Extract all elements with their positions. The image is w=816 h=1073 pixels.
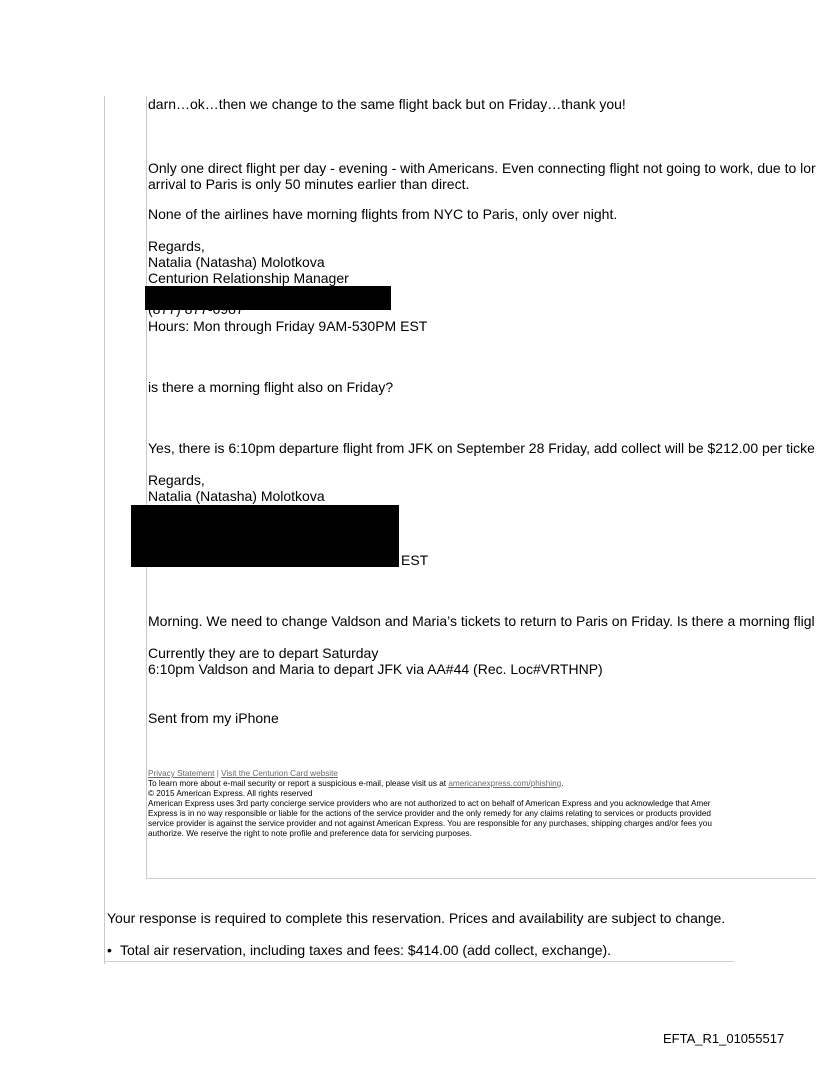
total-air-reservation: Total air reservation, including taxes and fees: $414.00 (add collect, exchange).	[120, 942, 612, 958]
learn-more-prefix: To learn more about e-mail security or report a suspicious e-mail, please visit us at	[148, 779, 449, 788]
direct-flight-line-2: arrival to Paris is only 50 minutes earlier than direct.	[148, 176, 470, 192]
footer-links	[148, 769, 338, 779]
signature-2-name: Natalia (Natasha) Molotkova	[148, 488, 325, 504]
reservation-notice: Your response is required to complete this reservation. Prices and availability are subject to change.	[107, 910, 726, 926]
reply-darn: darn…ok…then we change to the same flight back but on Friday…thank you!	[148, 96, 626, 112]
yes-there-is: Yes, there is 6:10pm departure flight from JFK on September 28 Friday, add collect will be $212.00 per ticke	[148, 440, 815, 456]
no-morning-flights: None of the airlines have morning flights from NYC to Paris, only over night.	[148, 206, 618, 222]
footer-learn-more	[148, 779, 563, 789]
footer-disclaimer-1: American Express uses 3rd party concierge service providers who are not authorized to act on behalf of American Express and you acknowledge that Amer	[148, 799, 711, 808]
morning-flight-question: is there a morning flight also on Friday?	[148, 379, 394, 395]
signature-2-regards: Regards,	[148, 472, 205, 488]
inner-left-border	[146, 96, 147, 878]
total-bottom-border	[104, 961, 734, 962]
inner-bottom-border	[146, 878, 816, 879]
centurion-website-link[interactable]: Visit the Centurion Card website	[221, 769, 338, 778]
redaction-box-2	[131, 505, 399, 567]
signature-1-title: Centurion Relationship Manager	[148, 270, 349, 286]
currently-line-2: 6:10pm Valdson and Maria to depart JFK via AA#44 (Rec. Loc#VRTHNP)	[148, 661, 603, 677]
footer-disclaimer-3: service provider is against the service provider and not against American Express. You are responsible for any purchases, shipping charges and/or fees you	[148, 819, 712, 828]
signature-1-regards: Regards,	[148, 238, 205, 254]
signature-1-hours: Hours: Mon through Friday 9AM-530PM EST	[148, 318, 428, 334]
footer-disclaimer-2: Express is in no way responsible or liable for the actions of the service provider and the only remedy for any claims relating to services or products provided	[148, 809, 711, 818]
morning-change-request: Morning. We need to change Valdson and Maria’s tickets to return to Paris on Friday. Is there a morning fligl	[148, 613, 815, 629]
sent-from-iphone: Sent from my iPhone	[148, 710, 279, 726]
bates-number: EFTA_R1_01055517	[663, 1031, 785, 1046]
phishing-link[interactable]: americanexpress.com/phishing	[448, 779, 562, 788]
outer-left-border	[104, 96, 105, 964]
total-bullet: •	[107, 942, 112, 958]
signature-2-est: EST	[401, 552, 429, 568]
footer-link-separator: |	[214, 769, 222, 778]
learn-more-suffix: .	[561, 779, 564, 788]
currently-line-1: Currently they are to depart Saturday	[148, 645, 379, 661]
direct-flight-line-1: Only one direct flight per day - evening - with Americans. Even connecting flight not going to work, due to lor	[148, 160, 816, 176]
redaction-box-1	[145, 286, 391, 310]
footer-copyright: © 2015 American Express. All rights reserved	[148, 789, 313, 798]
privacy-statement-link[interactable]: Privacy Statement	[148, 769, 215, 778]
footer-disclaimer-4: authorize. We reserve the right to note profile and preference data for servicing purposes.	[148, 829, 472, 838]
signature-1-name: Natalia (Natasha) Molotkova	[148, 254, 325, 270]
